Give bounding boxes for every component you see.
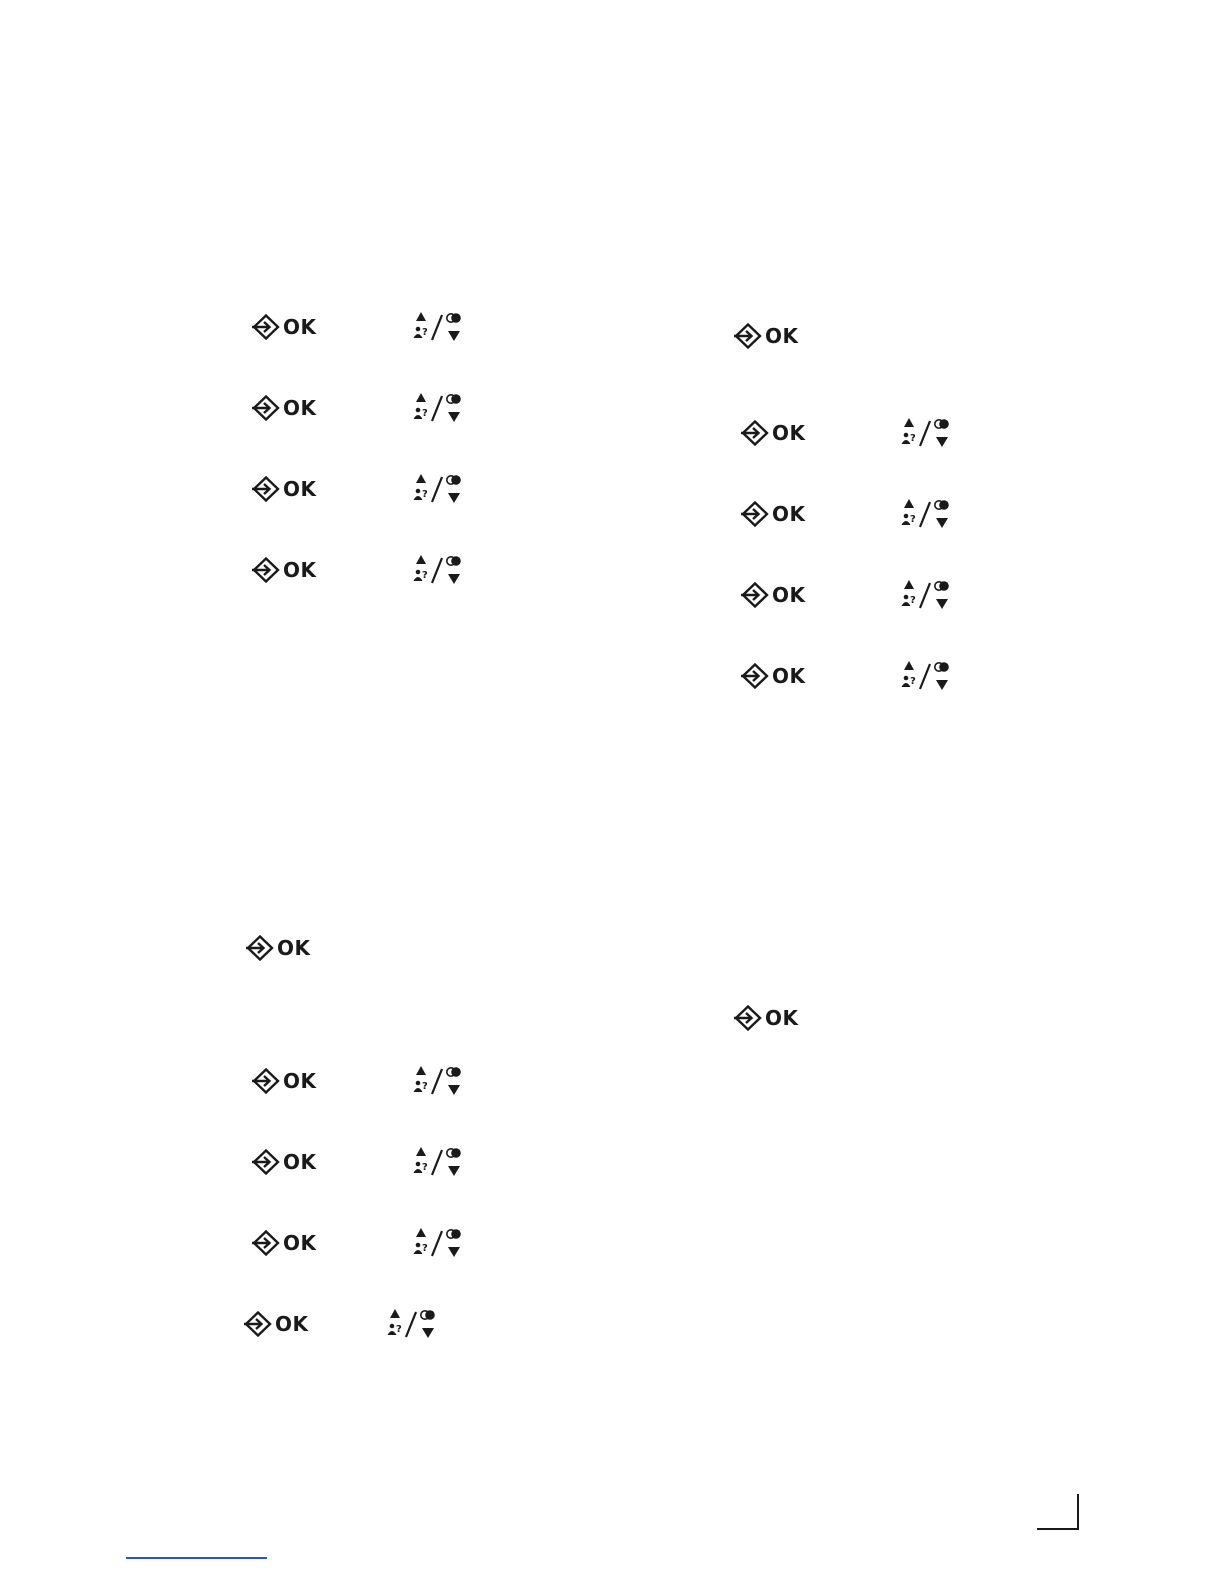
nav-up-down-icon — [412, 391, 466, 425]
ok-key-symbol — [251, 1149, 317, 1175]
nav-key-symbol — [900, 578, 954, 612]
ok-key-symbol — [251, 557, 317, 583]
nav-key-symbol — [386, 1307, 440, 1341]
ok-label: OK — [283, 396, 317, 420]
svg-text:?: ? — [396, 1324, 402, 1335]
footer-rule — [126, 1557, 267, 1559]
nav-up-down-icon — [412, 1064, 466, 1098]
ok-label: OK — [283, 1069, 317, 1093]
enter-arrow-icon — [251, 1230, 281, 1256]
nav-key-symbol — [412, 553, 466, 587]
nav-key-symbol — [412, 391, 466, 425]
ok-key-symbol — [740, 420, 806, 446]
nav-up-down-icon — [900, 659, 954, 693]
nav-up-down-icon — [900, 497, 954, 531]
ok-key-symbol — [251, 314, 317, 340]
nav-up-down-icon — [900, 416, 954, 450]
ok-key-symbol — [245, 935, 311, 961]
svg-text:?: ? — [422, 570, 428, 581]
enter-arrow-icon — [733, 323, 763, 349]
enter-arrow-icon — [740, 501, 770, 527]
ok-label: OK — [283, 1150, 317, 1174]
nav-up-down-icon — [412, 310, 466, 344]
ok-label: OK — [772, 583, 806, 607]
nav-key-symbol — [412, 310, 466, 344]
enter-arrow-icon — [251, 557, 281, 583]
ok-label: OK — [277, 936, 311, 960]
nav-up-down-icon — [412, 1226, 466, 1260]
ok-key-symbol — [243, 1311, 309, 1337]
svg-text:?: ? — [422, 489, 428, 500]
svg-text:?: ? — [910, 433, 916, 444]
nav-up-down-icon — [412, 553, 466, 587]
enter-arrow-icon — [740, 420, 770, 446]
nav-key-symbol — [900, 497, 954, 531]
ok-key-symbol — [251, 1230, 317, 1256]
ok-label: OK — [765, 1006, 799, 1030]
ok-label: OK — [283, 315, 317, 339]
enter-arrow-icon — [245, 935, 275, 961]
nav-up-down-icon — [412, 472, 466, 506]
nav-up-down-icon — [386, 1307, 440, 1341]
svg-text:?: ? — [422, 1162, 428, 1173]
enter-arrow-icon — [251, 395, 281, 421]
nav-key-symbol — [900, 659, 954, 693]
ok-key-symbol — [733, 1005, 799, 1031]
ok-label: OK — [283, 558, 317, 582]
ok-key-symbol — [251, 1068, 317, 1094]
enter-arrow-icon — [251, 1068, 281, 1094]
enter-arrow-icon — [243, 1311, 273, 1337]
enter-arrow-icon — [733, 1005, 763, 1031]
nav-up-down-icon — [900, 578, 954, 612]
enter-arrow-icon — [251, 1149, 281, 1175]
ok-key-symbol — [251, 395, 317, 421]
svg-text:?: ? — [422, 327, 428, 338]
ok-label: OK — [772, 421, 806, 445]
ok-label: OK — [765, 324, 799, 348]
nav-key-symbol — [412, 1145, 466, 1179]
svg-text:?: ? — [422, 408, 428, 419]
ok-key-symbol — [740, 663, 806, 689]
nav-key-symbol — [412, 1064, 466, 1098]
svg-text:?: ? — [422, 1081, 428, 1092]
svg-text:?: ? — [422, 1243, 428, 1254]
ok-label: OK — [275, 1312, 309, 1336]
nav-key-symbol — [900, 416, 954, 450]
enter-arrow-icon — [251, 476, 281, 502]
enter-arrow-icon — [251, 314, 281, 340]
nav-key-symbol — [412, 1226, 466, 1260]
svg-text:?: ? — [910, 595, 916, 606]
nav-up-down-icon — [412, 1145, 466, 1179]
enter-arrow-icon — [740, 663, 770, 689]
ok-label: OK — [772, 664, 806, 688]
ok-key-symbol — [251, 476, 317, 502]
ok-key-symbol — [740, 582, 806, 608]
ok-label: OK — [283, 477, 317, 501]
ok-key-symbol — [740, 501, 806, 527]
ok-label: OK — [772, 502, 806, 526]
nav-key-symbol — [412, 472, 466, 506]
enter-arrow-icon — [740, 582, 770, 608]
page-corner-mark — [1037, 1494, 1079, 1530]
ok-key-symbol — [733, 323, 799, 349]
ok-label: OK — [283, 1231, 317, 1255]
svg-text:?: ? — [910, 514, 916, 525]
svg-text:?: ? — [910, 676, 916, 687]
